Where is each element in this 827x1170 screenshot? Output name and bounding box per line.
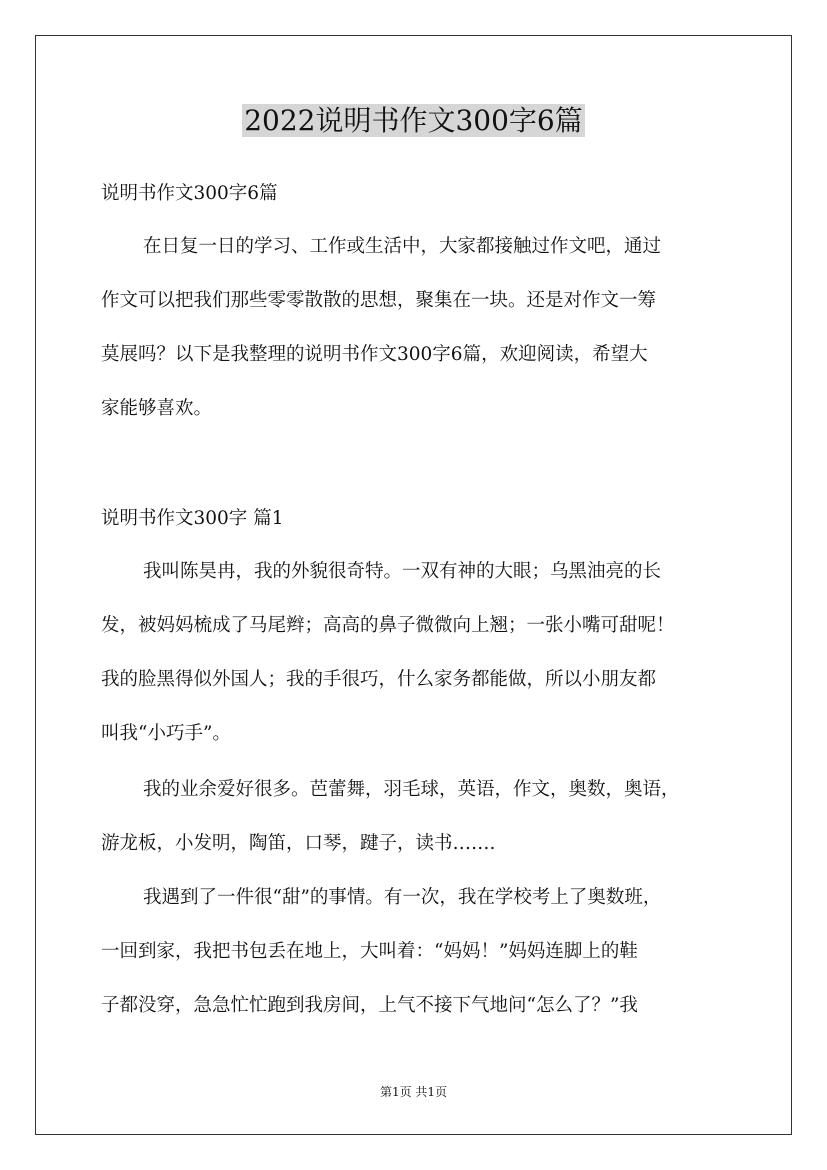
text-line: 我的脸黑得似外国人；我的手很巧，什么家务都能做，所以小朋友都 <box>101 669 657 690</box>
intro-paragraph <box>101 220 741 436</box>
text-line: 我叫陈昊冉，我的外貌很奇特。一双有神的大眼；乌黑油亮的长 <box>143 561 662 582</box>
text-line: 叫我“小巧手”。 <box>101 723 231 744</box>
text-line: 莫展吗？以下是我整理的说明书作文300字6篇，欢迎阅读，希望大 <box>101 344 648 365</box>
document-title: 2022说明书作文300字6篇 <box>244 104 583 137</box>
text-line: 我的业余爱好很多。芭蕾舞，羽毛球，英语，作文，奥数，奥语， <box>143 779 680 800</box>
page-footer: 第1页 共1页 <box>379 1085 448 1099</box>
paragraph <box>101 545 741 761</box>
text-line: 作文可以把我们那些零零散散的思想，聚集在一块。还是对作文一筹 <box>101 290 657 311</box>
text-line: 游龙板，小发明，陶笛，口琴，踺子，读书……. <box>101 833 496 854</box>
text-line: 家能够喜欢。 <box>101 398 213 419</box>
section-heading: 说明书作文300字 篇1 <box>101 508 284 529</box>
text-line: 在日复一日的学习、工作或生活中，大家都接触过作文吧，通过 <box>143 236 662 257</box>
paragraph <box>101 871 741 1033</box>
text-line: 一回到家，我把书包丢在地上，大叫着：“妈妈！”妈妈连脚上的鞋 <box>101 941 638 962</box>
text-line: 发，被妈妈梳成了马尾辫；高高的鼻子微微向上翘；一张小嘴可甜呢！ <box>101 615 675 636</box>
text-line: 我遇到了一件很“甜”的事情。有一次，我在学校考上了奥数班， <box>143 887 662 908</box>
subheading: 说明书作文300字6篇 <box>101 183 278 204</box>
text-line: 子都没穿，急急忙忙跑到我房间，上气不接下气地问“怎么了？”我 <box>101 995 638 1016</box>
paragraph <box>101 763 741 871</box>
